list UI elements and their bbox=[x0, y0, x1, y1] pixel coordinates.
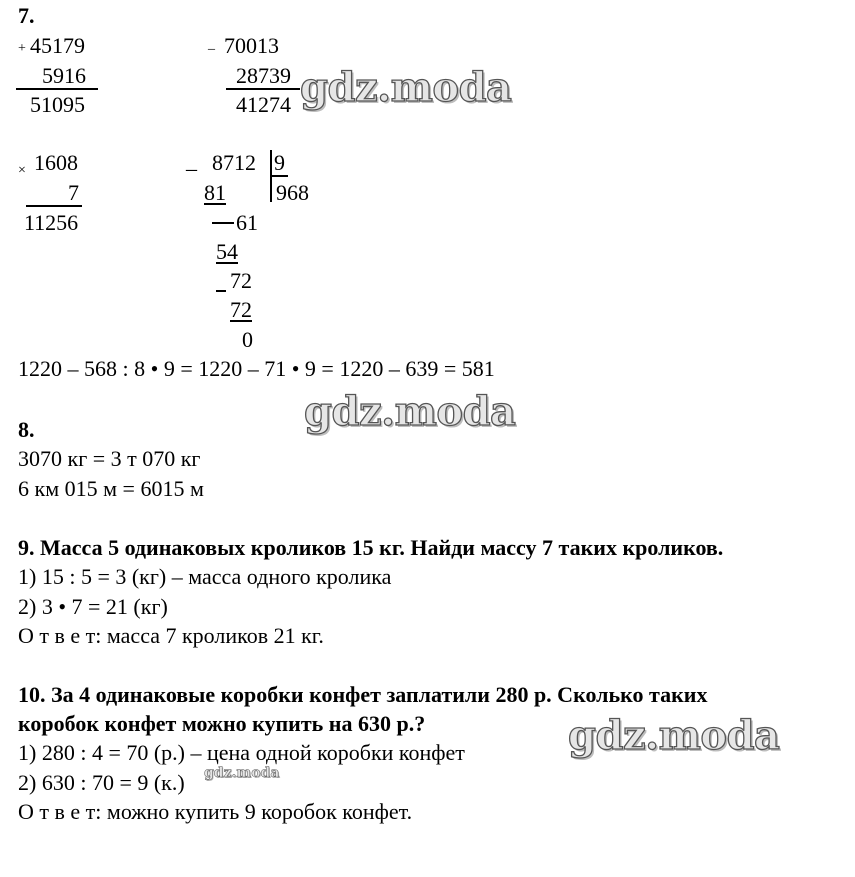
task10-line-1: 1) 280 : 4 = 70 (р.) – цена одной коробки конфет bbox=[18, 740, 465, 765]
task8-line-1: 3070 кг = 3 т 070 кг bbox=[18, 446, 201, 471]
sub-result: 41274 bbox=[236, 92, 291, 117]
watermark-logo: gdz.moda bbox=[568, 712, 780, 759]
task8-line-2: 6 км 015 м = 6015 м bbox=[18, 476, 204, 501]
watermark-logo: gdz.moda bbox=[304, 388, 516, 435]
div-step-2: 61 bbox=[236, 210, 258, 235]
mul-operand-b: 7 bbox=[68, 180, 79, 205]
div-dividend: 8712 bbox=[212, 150, 256, 175]
div-quotient: 968 bbox=[276, 180, 309, 205]
div-minus-2 bbox=[212, 222, 234, 224]
div-minus-3 bbox=[216, 290, 226, 292]
add-result: 51095 bbox=[30, 92, 85, 117]
div-remainder: 0 bbox=[242, 327, 253, 352]
watermark-logo: gdz.moda bbox=[300, 64, 512, 111]
task10-answer bbox=[18, 801, 412, 823]
task10-title-line-2: коробок конфет можно купить на 630 р.? bbox=[18, 711, 426, 736]
task9-answer-text: масса 7 кроликов 21 кг. bbox=[101, 623, 324, 648]
times-sign: × bbox=[18, 163, 26, 178]
add-operand-b: 5916 bbox=[42, 63, 86, 88]
watermark-logo-small: gdz.moda bbox=[204, 765, 280, 781]
mul-result-line bbox=[26, 205, 82, 207]
div-divisor-line bbox=[272, 175, 288, 177]
task10-line-2: 2) 630 : 70 = 9 (к.) bbox=[18, 770, 185, 795]
task9-answer bbox=[18, 625, 324, 647]
add-operand-a: 45179 bbox=[30, 33, 85, 58]
task10-answer-label: О т в е т: bbox=[18, 799, 102, 824]
task9-line-1: 1) 15 : 5 = 3 (кг) – масса одного кролика bbox=[18, 564, 392, 589]
task10-title-line-1: 10. За 4 одинаковые коробки конфет заплатили 280 р. Сколько таких bbox=[18, 682, 708, 707]
div-step-5: 72 bbox=[230, 297, 252, 322]
add-result-line bbox=[16, 88, 98, 90]
sub-operand-a: 70013 bbox=[224, 33, 279, 58]
task9-answer-label: О т в е т: bbox=[18, 623, 102, 648]
plus-sign: + bbox=[18, 41, 26, 56]
task9-title: 9. Масса 5 одинаковых кроликов 15 кг. Найди массу 7 таких кроликов. bbox=[18, 535, 724, 560]
task8-number: 8. bbox=[18, 417, 35, 442]
div-divisor: 9 bbox=[274, 150, 285, 175]
sub-result-line bbox=[226, 88, 300, 90]
mul-operand-a: 1608 bbox=[34, 150, 78, 175]
div-step-3: 54 bbox=[216, 239, 238, 264]
div-step-1: 81 bbox=[204, 180, 226, 205]
mul-result: 11256 bbox=[24, 210, 79, 235]
div-step-4: 72 bbox=[230, 268, 252, 293]
sub-operand-b: 28739 bbox=[236, 63, 291, 88]
task7-expression: 1220 – 568 : 8 • 9 = 1220 – 71 • 9 = 1220 – 639 = 581 bbox=[18, 356, 495, 381]
div-minus-sign: _ bbox=[186, 148, 197, 173]
minus-sign: _ bbox=[208, 37, 215, 52]
task9-line-2: 2) 3 • 7 = 21 (кг) bbox=[18, 594, 168, 619]
task10-answer-text: можно купить 9 коробок конфет. bbox=[101, 799, 413, 824]
task7-number: 7. bbox=[18, 3, 35, 28]
